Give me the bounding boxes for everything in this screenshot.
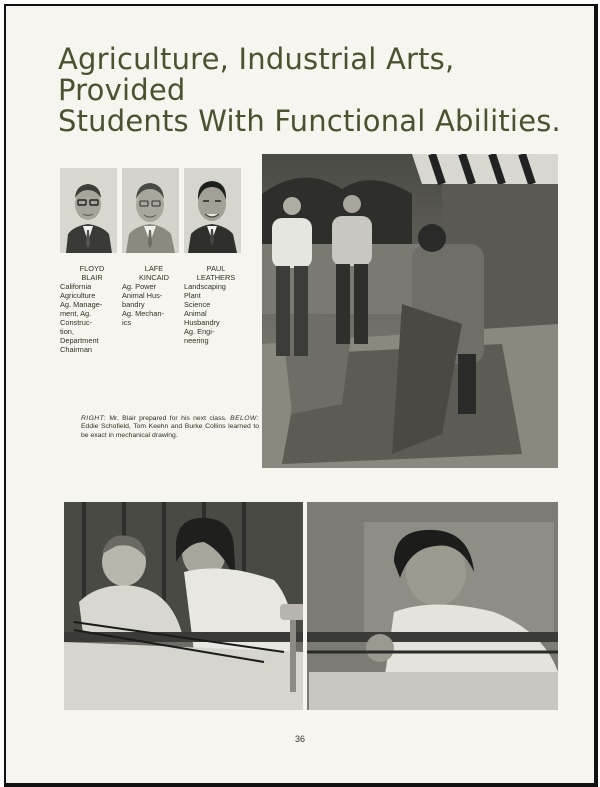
- faculty-role: Department: [60, 336, 99, 345]
- faculty-first-name: LAFE: [144, 264, 164, 273]
- faculty-role: Ag. Mechan-: [122, 309, 164, 318]
- faculty-role: Science: [184, 300, 211, 309]
- faculty-role: Animal Hus-: [122, 291, 163, 300]
- faculty-entry: [60, 264, 124, 354]
- photo-mr-blair-outdoors: [262, 154, 558, 468]
- faculty-role: Construc-: [60, 318, 93, 327]
- faculty-first-name: FLOYD: [79, 264, 105, 273]
- faculty-role: Ag. Manage-: [60, 300, 103, 309]
- photo-caption: [81, 415, 259, 440]
- portrait-floyd-blair: [60, 168, 117, 253]
- headline-line-1: Agriculture, Industrial Arts, Provided: [58, 42, 455, 107]
- faculty-role: California: [60, 282, 92, 291]
- faculty-role: Animal: [184, 309, 207, 318]
- headline-line-2: Students With Functional Abilities.: [58, 104, 561, 138]
- faculty-role: neering: [184, 336, 209, 345]
- caption-below-label: BELOW:: [230, 414, 259, 422]
- caption-below-text: Eddie Schofield, Tom Keehn and Burke Collins learned to be exact in mechanical drawing.: [81, 423, 259, 439]
- faculty-role: Ag. Power: [122, 282, 157, 291]
- caption-right-text: Mr. Blair prepared for his next class.: [109, 414, 227, 422]
- portrait-lafe-kincaid: [122, 168, 179, 253]
- portrait-paul-leathers: [184, 168, 241, 253]
- faculty-role: bandry: [122, 300, 145, 309]
- faculty-last-name: LEATHERS: [196, 273, 236, 282]
- faculty-last-name: BLAIR: [81, 273, 103, 282]
- faculty-role: tion,: [60, 327, 74, 336]
- faculty-role: Agriculture: [60, 291, 96, 300]
- faculty-role: Plant: [184, 291, 201, 300]
- faculty-last-name: KINCAID: [139, 273, 169, 282]
- photo-students-drafting: [64, 502, 558, 710]
- faculty-entry: [184, 264, 248, 345]
- faculty-role: ics: [122, 318, 132, 327]
- page-number: 36: [294, 734, 305, 744]
- faculty-first-name: PAUL: [206, 264, 226, 273]
- page-headline: [58, 44, 578, 137]
- yearbook-page: [4, 4, 598, 787]
- faculty-role: Landscaping: [184, 282, 226, 291]
- faculty-role: ment, Ag.: [60, 309, 92, 318]
- faculty-role: Ag. Engi-: [184, 327, 215, 336]
- faculty-role: Chairman: [60, 345, 93, 354]
- faculty-entry: [122, 264, 186, 327]
- faculty-role: Husbandry: [184, 318, 220, 327]
- caption-right-label: RIGHT:: [81, 414, 106, 422]
